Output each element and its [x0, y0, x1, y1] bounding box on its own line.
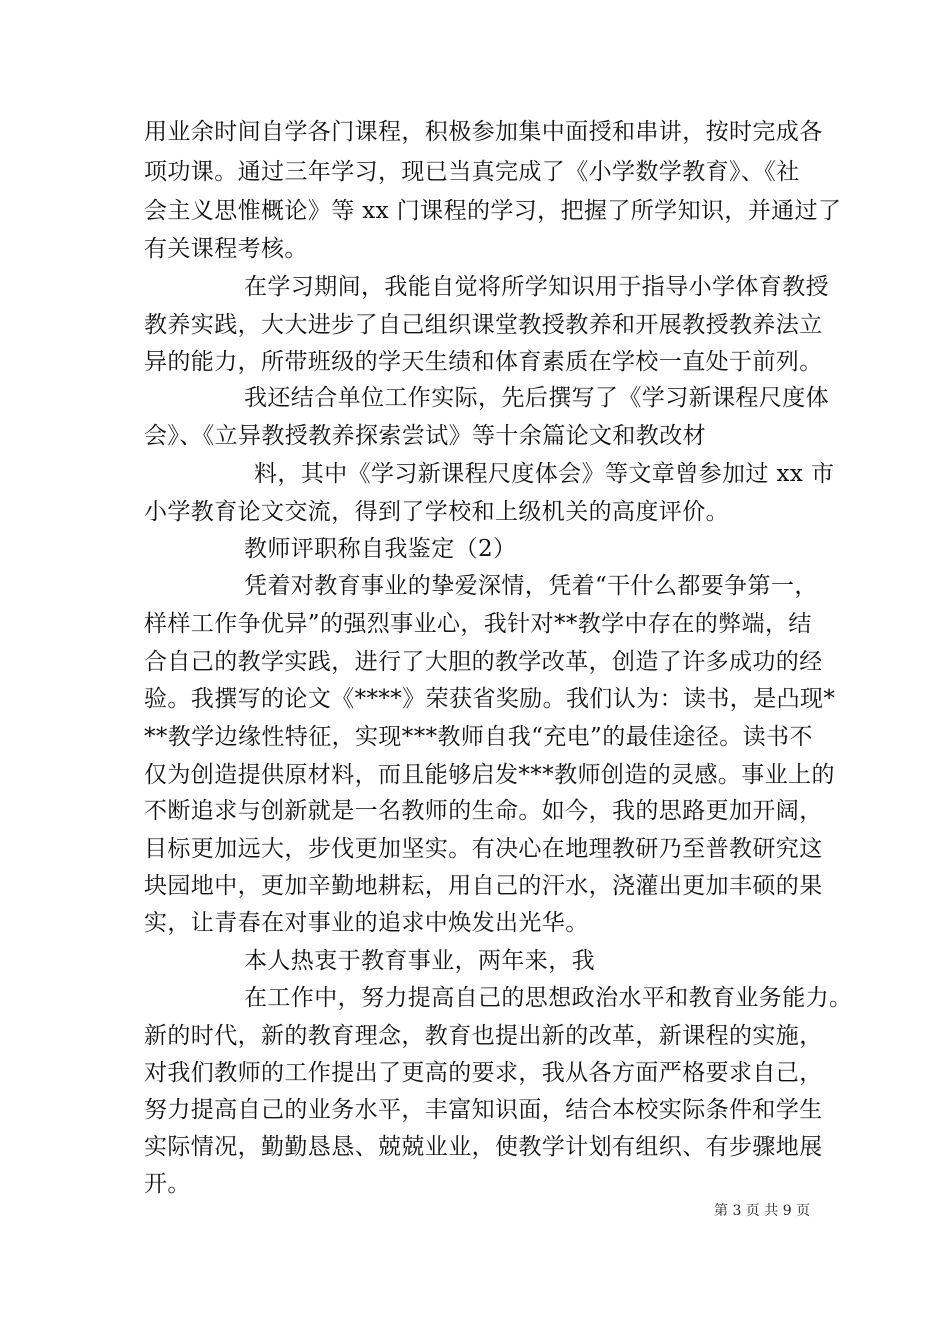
text-line-5: 在学习期间，我能自觉将所学知识用于指导小学体育教授: [244, 274, 829, 300]
text-line-19: 不断追求与创新就是一名教师的生命。如今，我的思路更加开阔，: [144, 798, 823, 824]
text-line-15: 合自己的教学实践，进行了大胆的教学改革，创造了许多成功的经: [144, 649, 823, 675]
text-line-21: 块园地中，更加辛勤地耕耘，用自己的汗水，浇灌出更加丰硕的果: [144, 873, 823, 899]
text-line-22: 实，让青春在对事业的追求中焕发出光华。: [144, 910, 589, 936]
text-line-1: 用业余时间自学各门课程，积极参加集中面授和串讲，按时完成各: [144, 119, 823, 145]
text-line-7: 异的能力，所带班级的学天生绩和体育素质在学校一直处于前列。: [144, 349, 823, 375]
text-line-18: 仅为创造提供原材料，而且能够启发***教师创造的灵感。事业上的: [144, 762, 835, 788]
text-line-20: 目标更加远大，步伐更加坚实。有决心在地理教研乃至普教研究这: [144, 836, 823, 862]
text-line-9: 会》、《立异教授教养探索尝试》等十余篇论文和教改材: [144, 423, 706, 449]
text-line-3: 会主义思惟概论》等 xx 门课程的学习，把握了所学知识，并通过了: [144, 198, 842, 224]
text-line-14: 样样工作争优异”的强烈事业心，我针对**教学中存在的弊端，结: [144, 611, 812, 637]
text-line-16: 验。我撰写的论文《****》荣获省奖励。我们认为：读书，是凸现*: [144, 686, 836, 712]
text-line-4: 有关课程考核。: [144, 236, 308, 262]
text-line-24: 在工作中，努力提高自己的思想政治水平和教育业务能力。: [244, 985, 853, 1011]
text-line-10: 料，其中《学习新课程尺度体会》等文章曾参加过 xx 市: [254, 461, 835, 487]
text-line-17: **教学边缘性特征，实现***教师自我“充电”的最佳途径。读书不: [144, 724, 813, 750]
section-heading: 教师评职称自我鉴定（2）: [244, 536, 517, 562]
text-line-28: 实际情况，勤勤恳恳、兢兢业业，使教学计划有组织、有步骤地展: [144, 1134, 823, 1160]
text-line-2: 项功课。通过三年学习，现已当真完成了《小学数学教育》、《社: [144, 159, 800, 185]
text-line-13: 凭着对教育事业的挚爱深情，凭着“干什么都要争第一，: [244, 573, 818, 599]
text-line-25: 新的时代，新的教育理念，教育也提出新的改革，新课程的实施，: [144, 1023, 823, 1049]
text-line-26: 对我们教师的工作提出了更高的要求，我从各方面严格要求自己，: [144, 1060, 823, 1086]
text-line-8: 我还结合单位工作实际，先后撰写了《学习新课程尺度体: [244, 385, 829, 411]
text-line-29: 开。: [144, 1171, 191, 1197]
text-line-6: 教养实践，大大进步了自己组织课堂教授教养和开展教授教养法立: [144, 312, 823, 338]
text-line-11: 小学教育论文交流，得到了学校和上级机关的高度评价。: [144, 499, 729, 525]
page-number-footer: 第 3 页 共 9 页: [714, 1203, 811, 1219]
text-line-23: 本人热衷于教育事业，两年来，我: [244, 948, 595, 974]
text-line-27: 努力提高自己的业务水平，丰富知识面，结合本校实际条件和学生: [144, 1097, 823, 1123]
